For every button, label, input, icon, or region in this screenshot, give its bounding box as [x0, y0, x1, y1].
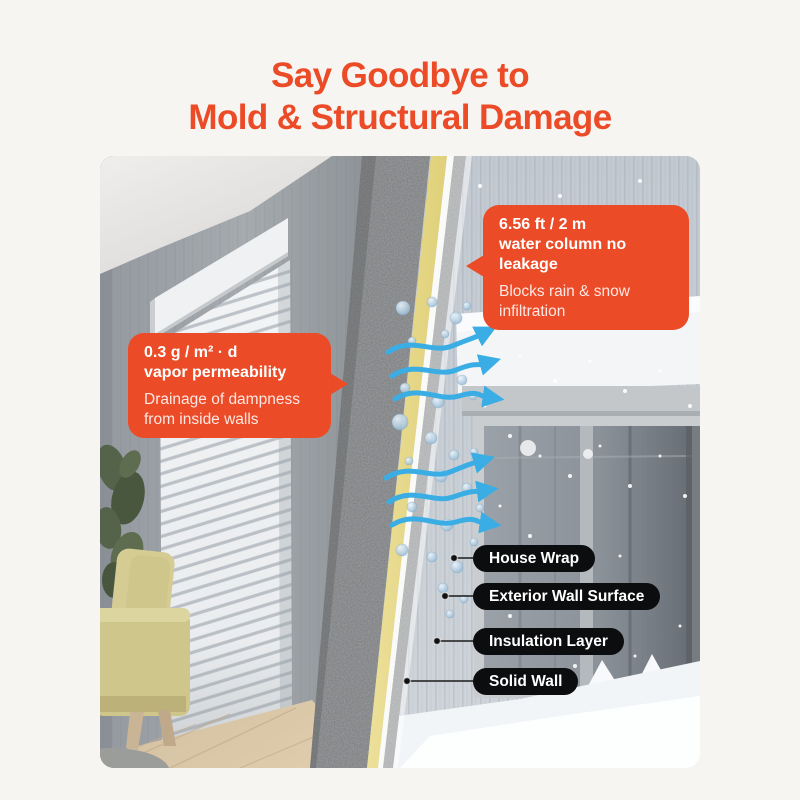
waterproof-body-line2: infiltration — [499, 302, 566, 320]
waterproof-heading-line2: water column no leakage — [499, 236, 627, 273]
callout-pointer-left — [466, 255, 484, 277]
label-pill-insulation-layer: Insulation Layer — [473, 628, 624, 655]
vapor-body-line1: Drainage of dampness — [144, 391, 300, 408]
label-pill-solid-wall: Solid Wall — [473, 668, 578, 695]
leader-dot — [451, 555, 458, 562]
wall-cross-section-illustration — [100, 156, 700, 768]
vapor-body-line2: from inside walls — [144, 410, 259, 428]
waterproof-body-line1: Blocks rain & snow — [499, 283, 630, 300]
waterproof-heading-line1: 6.56 ft / 2 m — [499, 216, 587, 233]
page-title — [0, 55, 800, 139]
callout-waterproof-rating — [483, 205, 689, 330]
leader-dot — [442, 593, 449, 600]
callout-pointer-right — [330, 373, 348, 395]
page-title-line1: Say Goodbye to — [270, 56, 530, 96]
leader-dot — [434, 638, 441, 645]
page-title-line2: Mold & Structural Damage — [188, 98, 612, 138]
label-pill-exterior-wall-surface: Exterior Wall Surface — [473, 583, 660, 610]
vapor-heading-line2: vapor permeability — [144, 364, 287, 381]
label-pill-house-wrap: House Wrap — [473, 545, 595, 572]
leader-dot — [404, 678, 411, 685]
callout-vapor-permeability — [128, 333, 331, 438]
vapor-heading-line1: 0.3 g / m² · d — [144, 344, 238, 361]
